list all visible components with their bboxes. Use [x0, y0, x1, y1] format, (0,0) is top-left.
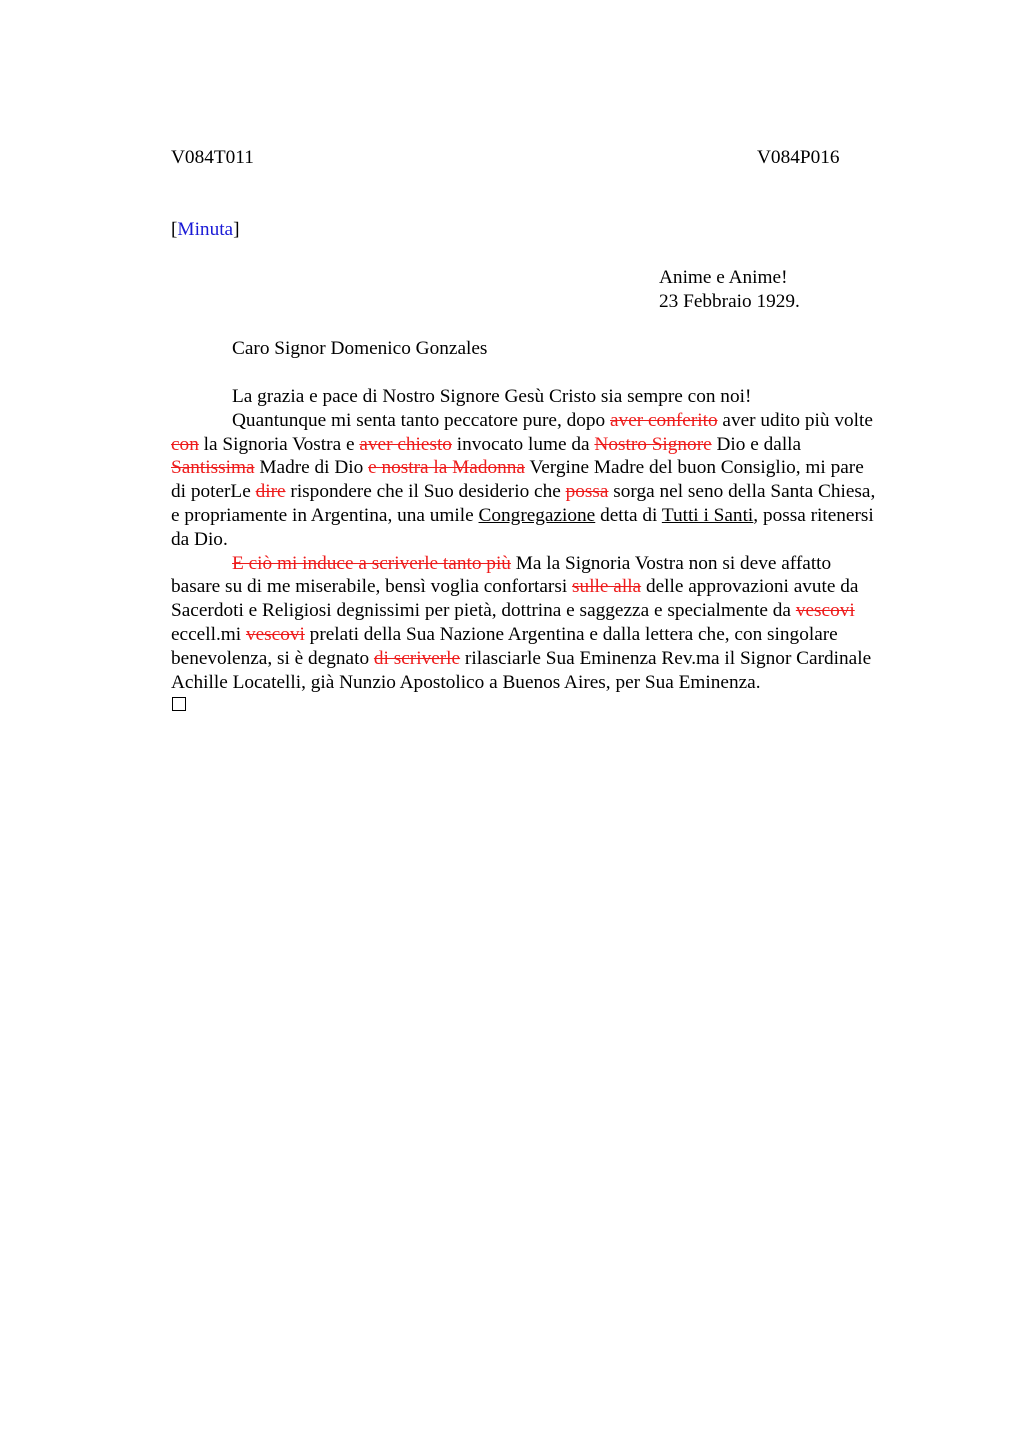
deleted-text: vescovi	[245, 623, 305, 645]
letter-text: detta di	[595, 504, 662, 526]
letter-line	[171, 671, 931, 695]
letter-text: benevolenza, si è degnato	[171, 647, 374, 669]
letter-text: Quantunque mi senta tanto peccatore pure, dopo	[232, 409, 610, 431]
deleted-text: Nostro Signore	[594, 433, 712, 455]
letter-text: Dio e dalla	[711, 433, 802, 455]
letter-line	[171, 409, 931, 433]
document-code-left: V084T011	[171, 147, 254, 168]
letter-line	[171, 599, 931, 623]
letter-text: da Dio.	[171, 528, 228, 550]
underlined-text: Congregazione	[478, 504, 596, 526]
letter-text: basare su di me miserabile, bensì voglia confortarsi	[171, 576, 573, 598]
dateline-place: Anime e Anime!	[659, 267, 788, 288]
letter-text: rispondere che il Suo desiderio che	[285, 481, 566, 503]
deleted-text: sulle alla	[572, 576, 642, 598]
deleted-text: e nostra la Madonna	[368, 457, 525, 479]
letter-text: sorga nel seno della Santa Chiesa,	[608, 481, 876, 503]
letter-text: di poterLe	[171, 481, 256, 503]
letter-line	[171, 647, 931, 671]
deleted-text: Santissima	[171, 457, 255, 479]
deleted-text: possa	[565, 481, 609, 503]
deleted-text: aver chiesto	[359, 433, 452, 455]
letter-text: Ma la Signoria Vostra non si deve affatto	[510, 552, 832, 574]
letter-line	[171, 623, 931, 647]
letter-text: Madre di Dio	[254, 457, 369, 479]
letter-text: e propriamente in Argentina, una umile	[171, 504, 479, 526]
minuta-close-bracket: ]	[233, 219, 240, 240]
minuta-tag	[171, 218, 240, 242]
letter-line	[171, 528, 931, 552]
letter-body	[171, 385, 931, 694]
deleted-text: dire	[255, 481, 286, 503]
letter-text: eccell.mi	[171, 623, 246, 645]
letter-text: Sacerdoti e Religiosi degnissimi per pietà, dottrina e saggezza e specialmente da	[171, 600, 796, 622]
dateline-date: 23 Febbraio 1929.	[659, 291, 800, 312]
deleted-text: con	[171, 433, 199, 455]
letter-text: delle approvazioni avute da	[641, 576, 859, 598]
deleted-text: di scriverle	[373, 647, 461, 669]
deleted-text: E ciò mi induce a scriverle tanto più	[232, 552, 511, 574]
letter-text: prelati della Sua Nazione Argentina e dalla lettera che, con singolare	[304, 623, 838, 645]
minuta-open-bracket: [	[171, 219, 178, 240]
end-marker-square-icon	[172, 697, 186, 711]
letter-line	[171, 552, 931, 576]
letter-text: Achille Locatelli, già Nunzio Apostolico a Buenos Aires, per Sua Eminenza.	[171, 671, 761, 693]
letter-text: , possa ritenersi	[753, 504, 874, 526]
minuta-label: Minuta	[177, 219, 234, 240]
letter-line	[171, 504, 931, 528]
letter-line	[171, 456, 931, 480]
underlined-text: Tutti i Santi	[661, 504, 754, 526]
letter-line	[171, 385, 931, 409]
letter-line	[171, 433, 931, 457]
letter-text: invocato lume da	[451, 433, 595, 455]
letter-text: aver udito più volte	[717, 409, 873, 431]
letter-text: Vergine Madre del buon Consiglio, mi pare	[524, 457, 864, 479]
deleted-text: vescovi	[795, 600, 855, 622]
letter-text: rilasciarle Sua Eminenza Rev.ma il Signor Cardinale	[460, 647, 872, 669]
salutation: Caro Signor Domenico Gonzales	[232, 338, 488, 359]
letter-text: La grazia e pace di Nostro Signore Gesù Cristo sia sempre con noi!	[232, 386, 752, 407]
letter-line	[171, 480, 931, 504]
letter-line	[171, 575, 931, 599]
letter-text: la Signoria Vostra e	[198, 433, 360, 455]
document-code-right: V084P016	[757, 147, 840, 168]
deleted-text: aver conferito	[610, 409, 718, 431]
